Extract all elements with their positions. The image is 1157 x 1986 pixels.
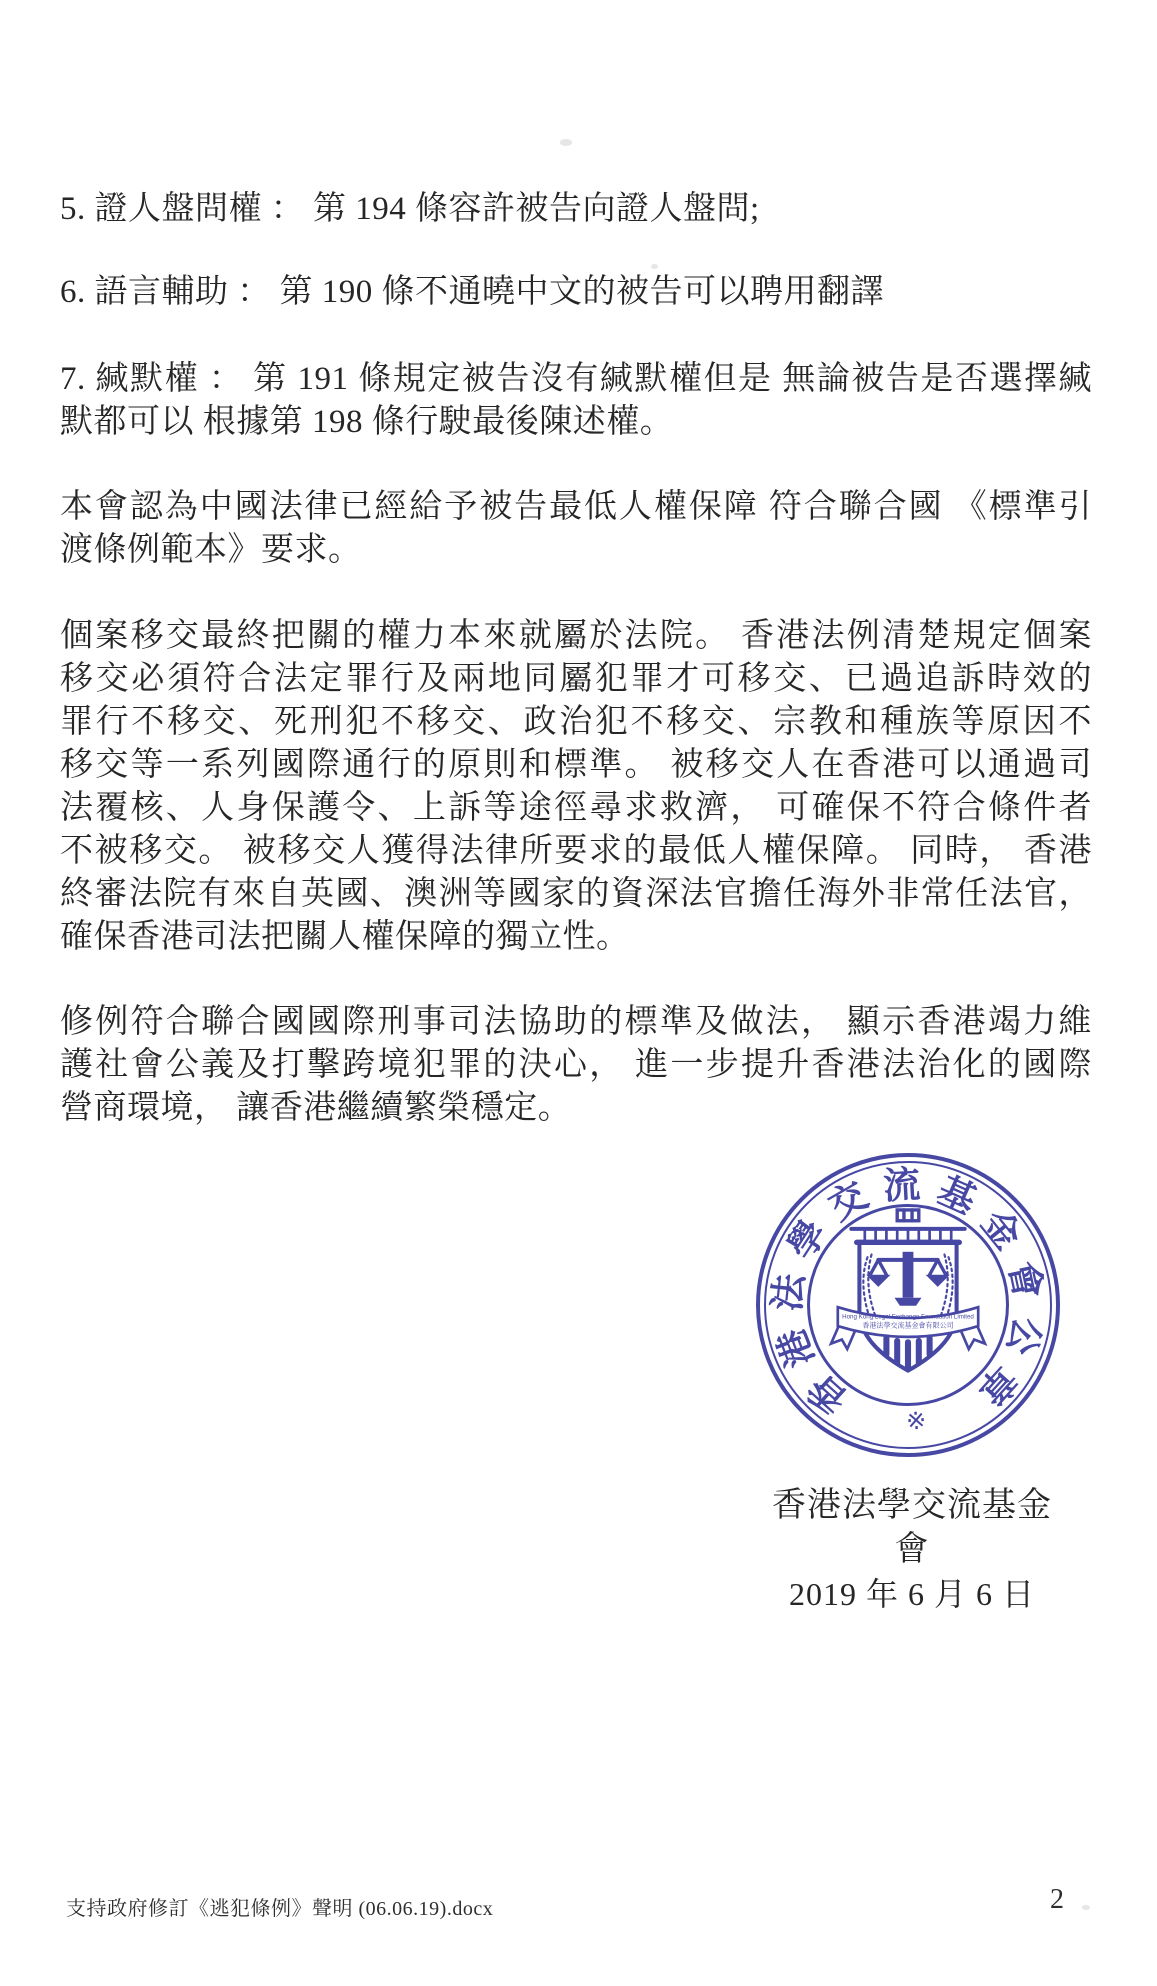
paragraph-un-standard — [60, 486, 1092, 572]
seal-ring-char: 學 — [780, 1213, 836, 1267]
seal-ring-char: 會 — [1000, 1257, 1049, 1303]
paragraph-line: 不被移交。 被移交人獲得法律所要求的最低人權保障。 同時， 香港 — [60, 833, 1092, 869]
paragraph-line: 法覆核、人身保護令、上訴等途徑尋求救濟， 可確保不符合條件者 — [60, 790, 1092, 826]
paragraph-line: 罪行不移交、死刑犯不移交、政治犯不移交、宗教和種族等原因不 — [60, 704, 1092, 740]
paragraph-line: 移交必須符合法定罪行及兩地同屬犯罪才可移交、已過追訴時效的 — [60, 661, 1092, 697]
signature-date: 2019 年 6 月 6 日 — [788, 1576, 1035, 1612]
seal-ring-mark: ※ — [905, 1405, 927, 1433]
seal-ring-char: 章 — [968, 1357, 1025, 1413]
seal-ring-char: 公 — [998, 1312, 1048, 1359]
footer-filename: 支持政府修訂《逃犯條例》聲明 (06.06.19).docx — [66, 1898, 494, 1920]
scan-speck — [1082, 1905, 1090, 1910]
paragraph-court-gatekeeping — [60, 615, 1092, 959]
seal-ring-char: 基 — [931, 1170, 982, 1223]
paragraph-line: 個案移交最終把關的權力本來就屬於法院。 香港法例清楚規定個案 — [60, 618, 1092, 654]
seal-banner-text-zh: 香港法學交流基金會有限公司 — [862, 1322, 954, 1330]
seal-emblem-shield — [827, 1203, 989, 1399]
paragraph-line: 渡條例範本》要求。 — [60, 532, 362, 568]
organization-seal — [756, 1153, 1060, 1457]
scan-speck — [560, 139, 572, 146]
emblem-scales — [866, 1252, 950, 1306]
paragraph-line: 移交等一系列國際通行的原則和標準。 被移交人在香港可以通過司 — [60, 747, 1092, 783]
emblem-stripes — [886, 1338, 929, 1369]
page-number: 2 — [1050, 1884, 1064, 1915]
point-6-line: 6. 語言輔助 ： 第 190 條不通曉中文的被告可以聘用翻譯 — [60, 274, 884, 310]
paragraph-line: 終審法院有來自英國、澳洲等國家的資深法官擔任海外非常任法官， — [60, 876, 1092, 912]
emblem-apex — [897, 1210, 919, 1221]
paragraph-line: 本會認為中國法律已經給予被告最低人權保障 符合聯合國 《標準引 — [60, 489, 1093, 525]
signature-block — [757, 1484, 1067, 1616]
paragraph-line: 確保香港司法把關人權保障的獨立性。 — [60, 919, 630, 955]
point-6 — [60, 271, 1092, 314]
seal-ring-char: 流 — [882, 1164, 922, 1208]
seal-ring-char: 香 — [800, 1365, 856, 1422]
paragraph-amendment — [60, 1001, 1092, 1130]
point-5 — [60, 188, 1092, 231]
point-7 — [60, 358, 1092, 444]
seal-ring-char: 港 — [771, 1323, 823, 1373]
seal-ring-char: 金 — [972, 1202, 1029, 1258]
paragraph-line: 護社會公義及打擊跨境犯罪的決心， 進一步提升香港法治化的國際 — [60, 1047, 1092, 1083]
seal-ring-char: 法 — [767, 1272, 812, 1314]
signature-organization: 香港法學交流基金會 — [772, 1487, 1052, 1568]
point-5-line: 5. 證人盤問權 ： 第 194 條容許被告向證人盤問; — [60, 191, 760, 227]
point-7-line: 默都可以 根據第 198 條行駛最後陳述權。 — [60, 404, 674, 440]
paragraph-line: 修例符合聯合國國際刑事司法協助的標準及做法， 顯示香港竭力維 — [60, 1004, 1092, 1040]
scan-speck — [651, 264, 658, 269]
point-7-line: 7. 緘默權 ： 第 191 條規定被告沒有緘默權但是 無論被告是否選擇緘 — [60, 361, 1092, 397]
paragraph-line: 營商環境， 讓香港繼續繁榮穩定。 — [60, 1090, 572, 1126]
seal-ring-char: 交 — [822, 1174, 875, 1229]
seal-banner-text-en: Hong Kong Legal Exchange Foundation Limited — [842, 1313, 974, 1321]
